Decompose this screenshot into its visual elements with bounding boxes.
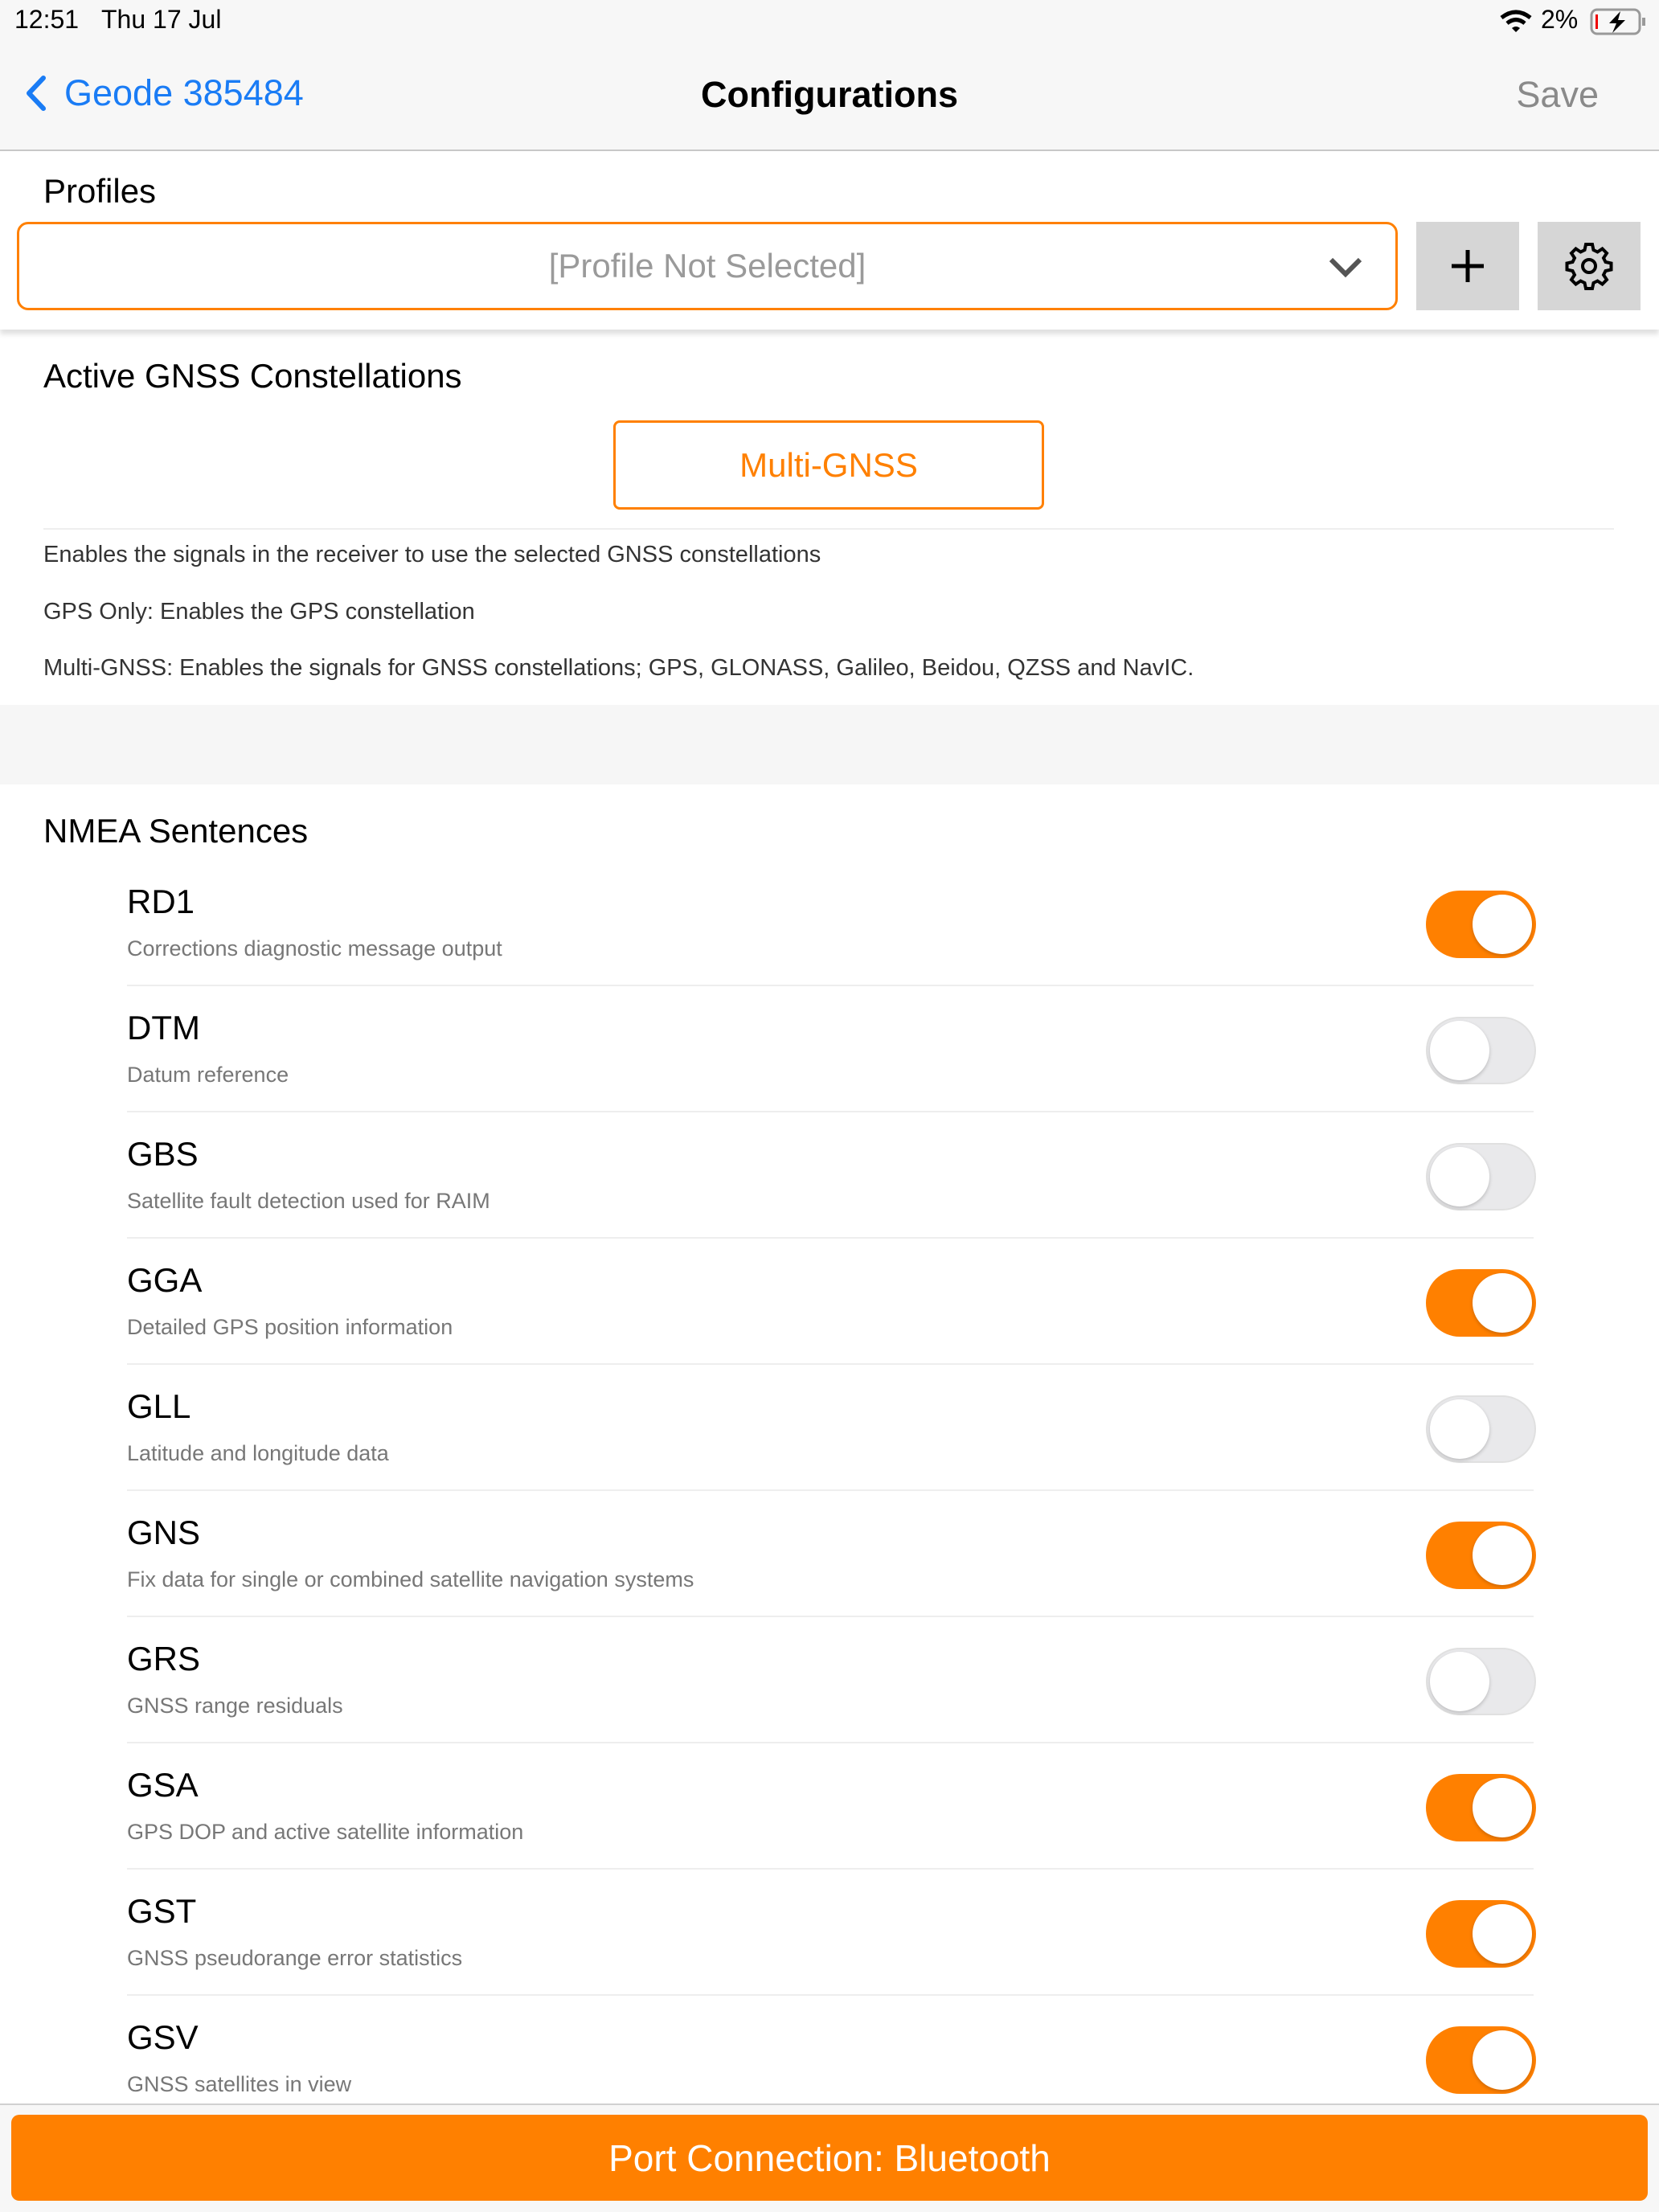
nmea-toggle-gsa[interactable]: [1426, 1774, 1536, 1841]
gnss-description: Enables the signals in the receiver to use the selected GNSS constellations: [43, 542, 821, 567]
battery-percent: 2%: [1541, 5, 1579, 34]
nmea-subtitle: Detailed GPS position information: [127, 1315, 453, 1339]
nmea-title: GNS: [127, 1514, 201, 1551]
nmea-toggle-gll[interactable]: [1426, 1395, 1536, 1463]
nmea-title: GSA: [127, 1766, 199, 1804]
profile-selected-value: [Profile Not Selected]: [548, 247, 866, 285]
save-button[interactable]: Save: [1516, 74, 1599, 115]
nmea-title: GLL: [127, 1387, 191, 1425]
nmea-subtitle: GPS DOP and active satellite information: [127, 1820, 524, 1844]
nmea-title: GBS: [127, 1135, 199, 1173]
divider: [43, 528, 1614, 530]
nmea-toggle-rd1[interactable]: [1426, 891, 1536, 958]
nmea-label: NMEA Sentences: [43, 812, 309, 850]
status-date: Thu 17 Jul: [101, 5, 222, 34]
gnss-description: GPS Only: Enables the GPS constellation: [43, 599, 475, 625]
chevron-down-icon: [1328, 250, 1363, 282]
nmea-row-grs: [127, 1617, 1534, 1743]
nmea-title: GST: [127, 1892, 197, 1930]
nmea-subtitle: Satellite fault detection used for RAIM: [127, 1189, 490, 1213]
toggle-knob: [1430, 1021, 1489, 1080]
nmea-title: RD1: [127, 883, 195, 920]
nmea-row-gst: [127, 1870, 1534, 1996]
toggle-knob: [1430, 1147, 1489, 1206]
nmea-toggle-gns[interactable]: [1426, 1522, 1536, 1589]
nmea-subtitle: Datum reference: [127, 1063, 289, 1087]
navigation-bar: [0, 42, 1659, 151]
nmea-row-gll: [127, 1365, 1534, 1491]
nmea-toggle-gsv[interactable]: [1426, 2026, 1536, 2094]
battery-charging-icon: [1590, 8, 1648, 35]
gear-icon: [1564, 241, 1614, 291]
nmea-toggle-dtm[interactable]: [1426, 1017, 1536, 1084]
status-bar: [0, 0, 1659, 42]
plus-icon: [1450, 248, 1485, 284]
nmea-subtitle: GNSS satellites in view: [127, 2072, 352, 2096]
nmea-title: GRS: [127, 1640, 201, 1677]
add-profile-button[interactable]: [1416, 222, 1519, 310]
nmea-title: GGA: [127, 1261, 203, 1299]
section-spacer: [0, 705, 1659, 784]
back-label: Geode 385484: [64, 72, 304, 113]
nmea-title: GSV: [127, 2018, 199, 2056]
nmea-subtitle: Corrections diagnostic message output: [127, 936, 502, 961]
nmea-row-gbs: [127, 1112, 1534, 1239]
toggle-knob: [1473, 895, 1532, 954]
toggle-knob: [1473, 1273, 1532, 1333]
gnss-mode-button[interactable]: Multi-GNSS: [613, 420, 1044, 510]
toggle-knob: [1430, 1652, 1489, 1711]
nmea-title: DTM: [127, 1009, 200, 1047]
nmea-toggle-gbs[interactable]: [1426, 1143, 1536, 1210]
profile-settings-button[interactable]: [1538, 222, 1641, 310]
nmea-row-dtm: [127, 986, 1534, 1112]
nmea-subtitle: GNSS pseudorange error statistics: [127, 1946, 463, 1970]
nmea-subtitle: Fix data for single or combined satellite navigation systems: [127, 1567, 694, 1591]
toggle-knob: [1430, 1399, 1489, 1459]
nmea-toggle-grs[interactable]: [1426, 1648, 1536, 1715]
port-connection-button[interactable]: Port Connection: Bluetooth: [11, 2115, 1648, 2201]
nmea-subtitle: GNSS range residuals: [127, 1694, 343, 1718]
toggle-knob: [1473, 2030, 1532, 2090]
nmea-subtitle: Latitude and longitude data: [127, 1441, 389, 1465]
toggle-knob: [1473, 1904, 1532, 1964]
nmea-toggle-gst[interactable]: [1426, 1900, 1536, 1968]
nmea-row-gga: [127, 1239, 1534, 1365]
profiles-section: [0, 153, 1659, 330]
status-time: 12:51: [14, 5, 80, 34]
wifi-icon: [1500, 10, 1532, 34]
gnss-description: Multi-GNSS: Enables the signals for GNSS constellations; GPS, GLONASS, Galileo, Beidou, QZSS and NavIC.: [43, 655, 1194, 681]
toggle-knob: [1473, 1526, 1532, 1585]
profile-dropdown[interactable]: [17, 222, 1398, 310]
nmea-row-gns: [127, 1491, 1534, 1617]
toggle-knob: [1473, 1778, 1532, 1837]
gnss-label: Active GNSS Constellations: [43, 357, 462, 395]
nmea-row-gsa: [127, 1743, 1534, 1870]
page-title: Configurations: [701, 74, 958, 115]
nmea-toggle-gga[interactable]: [1426, 1269, 1536, 1337]
nmea-row-rd1: [127, 860, 1534, 986]
bottom-bar: [0, 2103, 1659, 2212]
profiles-label: Profiles: [43, 172, 157, 210]
